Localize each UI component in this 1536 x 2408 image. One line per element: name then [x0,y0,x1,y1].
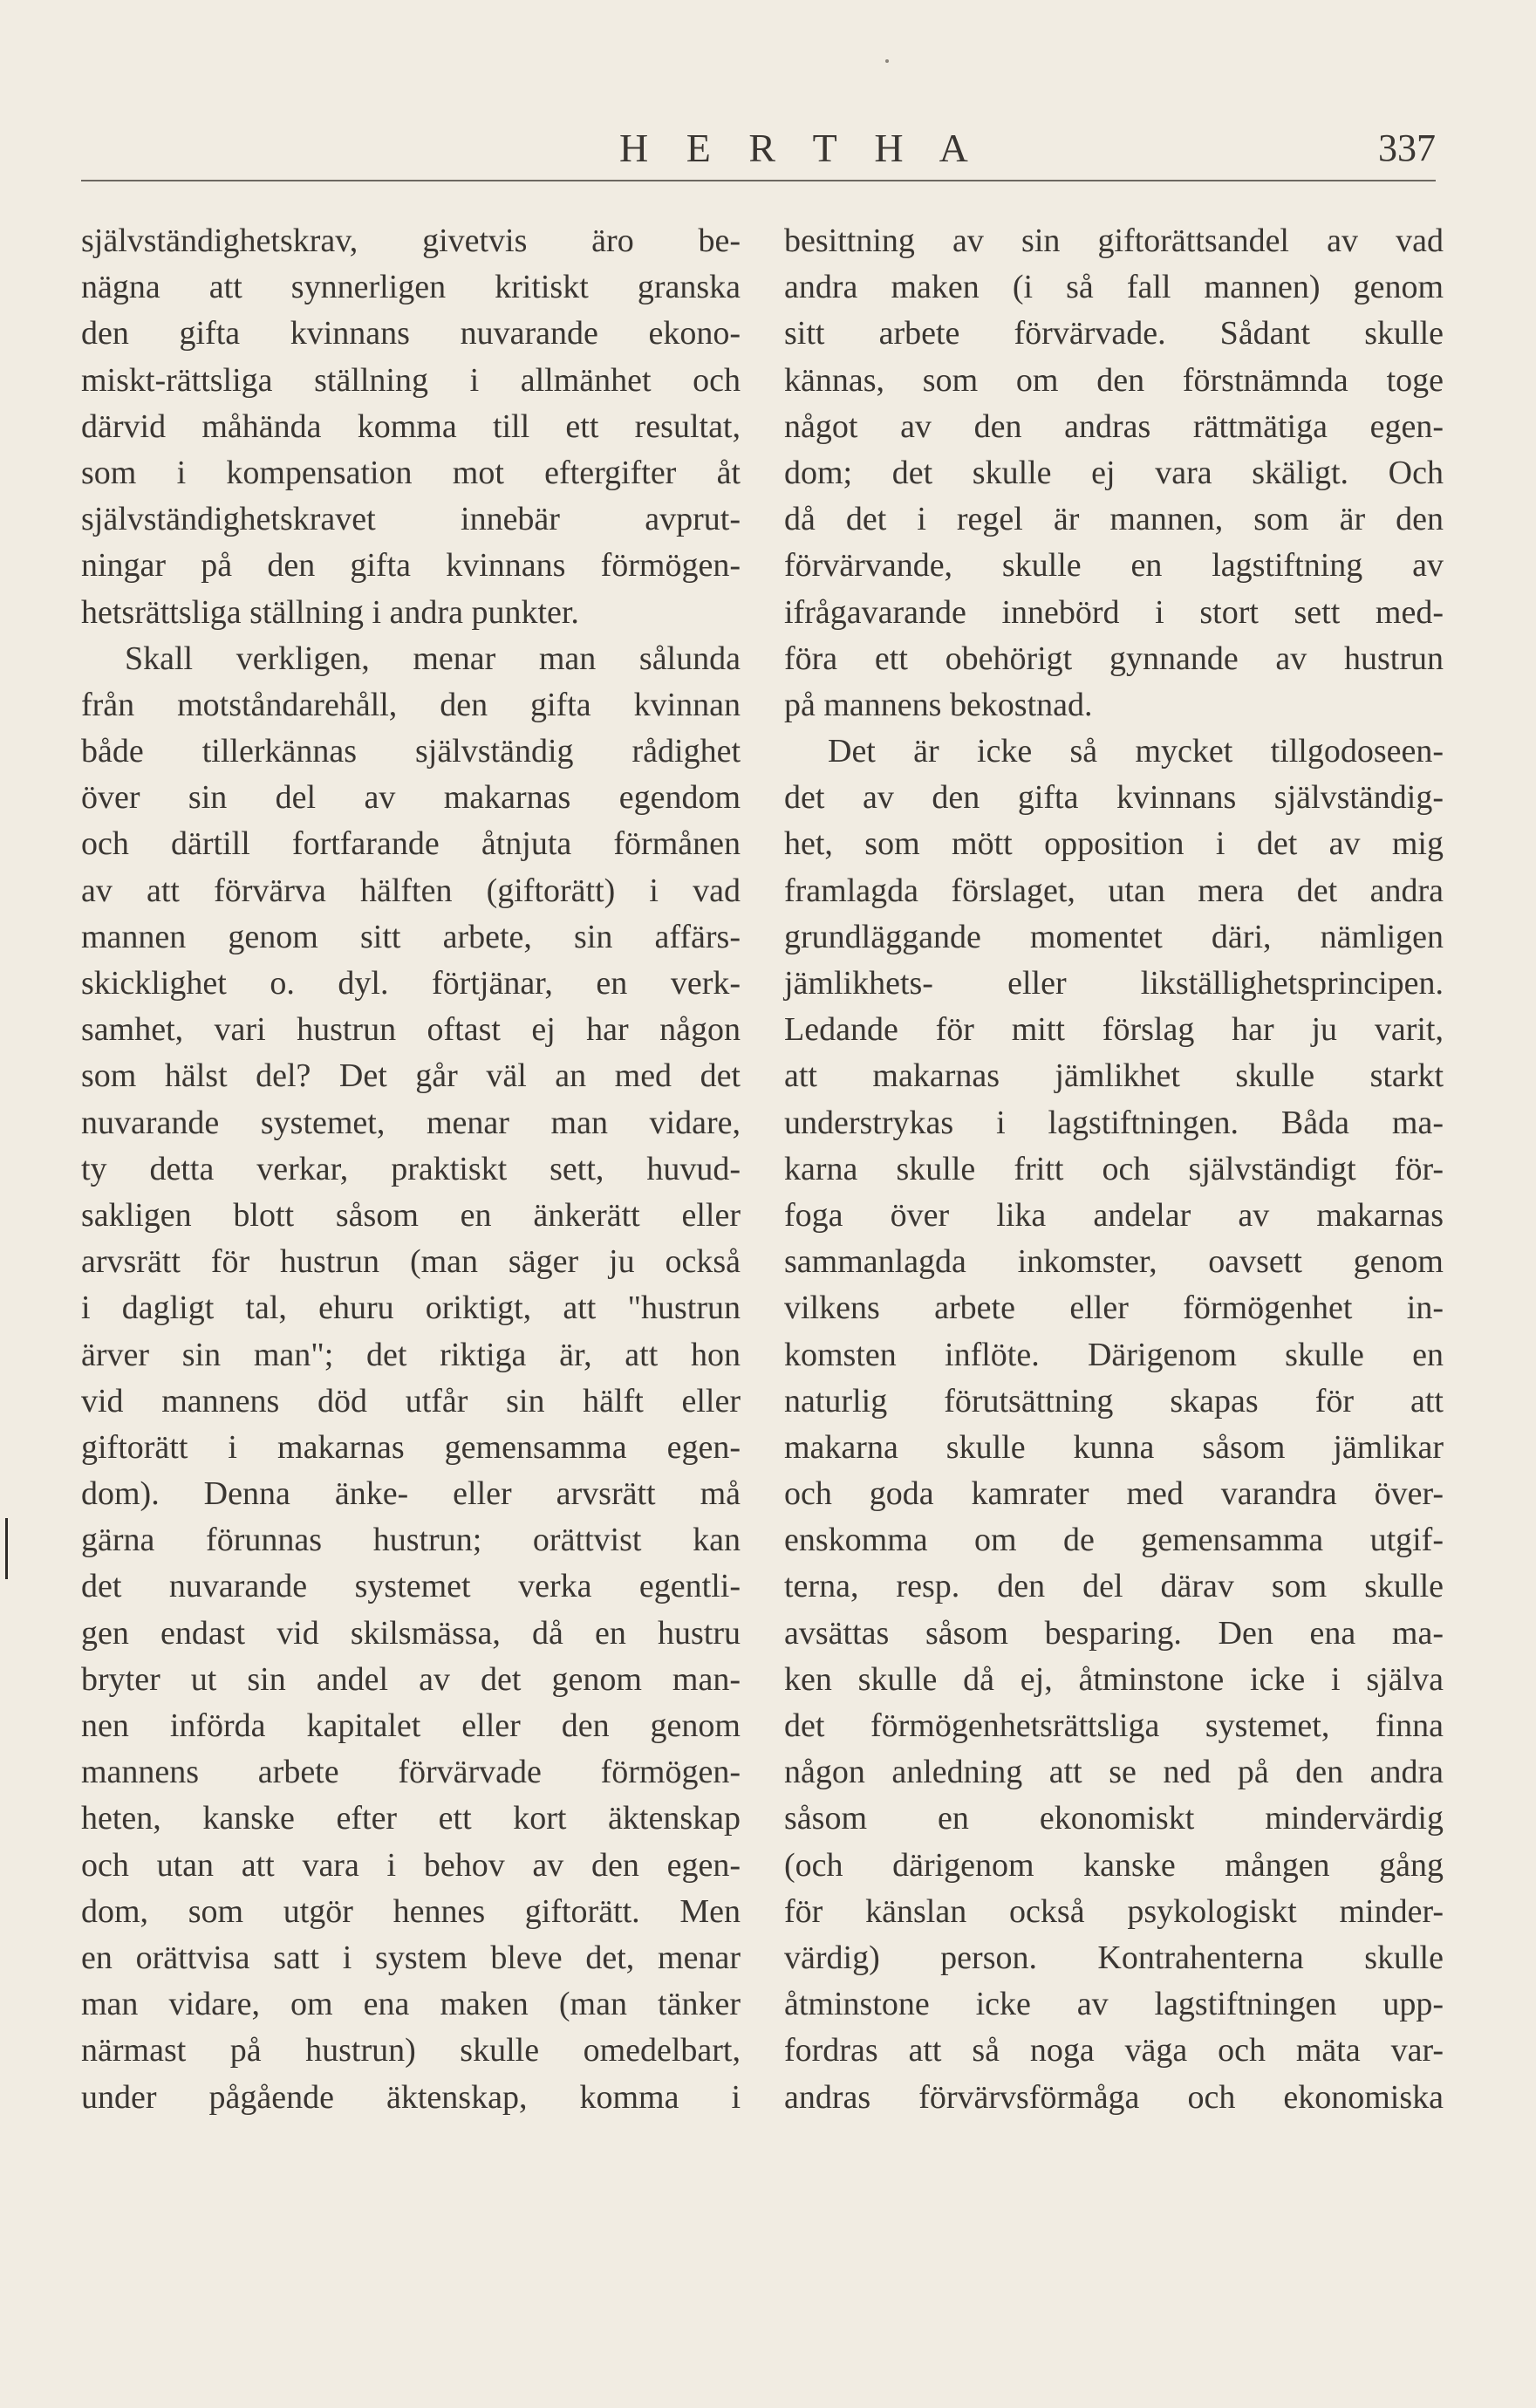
text-line: gen endast vid skilsmässa, då en hustru [81,1614,741,1652]
text-line: föra ett obehörigt gynnande av hustrun [784,640,1444,677]
paper-speck [885,59,889,63]
text-line: andras förvärvsförmåga och ekonomiska [784,2078,1444,2116]
text-line: mannens arbete förvärvade förmögen- [81,1754,741,1791]
text-line: därvid måhända komma till ett resultat, [81,407,741,445]
text-line: som i kompensation mot eftergifter åt [81,454,741,491]
text-line: fordras att så noga väga och mäta var- [784,2032,1444,2069]
text-line: förvärvande, skulle en lagstiftning av [784,547,1444,585]
text-line: en orättvisa satt i system bleve det, menar [81,1939,741,1976]
text-line: på mannens bekostnad. [784,686,1093,723]
text-line: bryter ut sin andel av det genom man- [81,1660,741,1698]
text-line: komsten inflöte. Därigenom skulle en [784,1336,1444,1373]
text-line: både tillerkännas självständig rådighet [81,733,741,770]
text-line: framlagda förslaget, utan mera det andra [784,872,1444,909]
text-line: karna skulle fritt och självständigt för- [784,1150,1444,1187]
text-line: miskt-rättsliga ställning i allmänhet och [81,361,741,399]
text-line: något av den andras rättmätiga egen- [784,407,1444,445]
text-line: andra maken (i så fall mannen) genom [784,269,1444,306]
text-line: besittning av sin giftorättsandel av vad [784,222,1444,259]
text-line: gärna förunnas hustrun; orättvist kan [81,1522,741,1559]
text-line: jämlikhets- eller likställighetsprincipen. [784,965,1444,1002]
text-line: hetsrättsliga ställning i andra punkter. [81,593,579,631]
text-line: vid mannens död utfår sin hälft eller [81,1382,741,1419]
text-line: i dagligt tal, ehuru oriktigt, att "hustrun [81,1290,741,1327]
text-line: värdig) person. Kontrahenterna skulle [784,1939,1444,1976]
text-line: sitt arbete förvärvade. Sådant skulle [784,315,1444,352]
text-line: självständighetskravet innebär avprut- [81,501,741,538]
text-line: någon anledning att se ned på den andra [784,1754,1444,1791]
text-line: Skall verkligen, menar man sålunda [125,640,741,677]
text-line: över sin del av makarnas egendom [81,779,741,817]
text-line: från motståndarehåll, den gifta kvinnan [81,686,741,723]
text-line: dom; det skulle ej vara skäligt. Och [784,454,1444,491]
text-line: självständighetskrav, givetvis äro be- [81,222,741,259]
text-line: den gifta kvinnans nuvarande ekono- [81,315,741,352]
text-line: het, som mött opposition i det av mig [784,825,1444,863]
text-line: för känslan också psykologiskt minder- [784,1892,1444,1930]
text-line: kännas, som om den förstnämnda toge [784,361,1444,399]
journal-title: H E R T H A [619,126,982,170]
text-line: sakligen blott såsom en änkerätt eller [81,1196,741,1234]
text-line: under pågående äktenskap, komma i [81,2078,741,2116]
text-line: makarna skulle kunna såsom jämlikar [784,1428,1444,1466]
text-line: avsättas såsom besparing. Den ena ma- [784,1614,1444,1652]
margin-mark [5,1518,8,1579]
text-line: (och därigenom kanske mången gång [784,1846,1444,1884]
page-number: 337 [1378,127,1436,169]
text-line: ärver sin man"; det riktiga är, att hon [81,1336,741,1373]
text-line: vilkens arbete eller förmögenhet in- [784,1290,1444,1327]
text-line: sammanlagda inkomster, oavsett genom [784,1243,1444,1281]
text-line: naturlig förutsättning skapas för att [784,1382,1444,1419]
text-line: och utan att vara i behov av den egen- [81,1846,741,1884]
text-line: ningar på den gifta kvinnans förmögen- [81,547,741,585]
text-line: foga över lika andelar av makarnas [784,1196,1444,1234]
right-column [784,218,1444,2121]
text-line: giftorätt i makarnas gemensamma egen- [81,1428,741,1466]
text-line: dom, som utgör hennes giftorätt. Men [81,1892,741,1930]
text-line: ty detta verkar, praktiskt sett, huvud- [81,1150,741,1187]
text-line: närmast på hustrun) skulle omedelbart, [81,2032,741,2069]
text-line: mannen genom sitt arbete, sin affärs- [81,918,741,955]
text-line: Ledande för mitt förslag har ju varit, [784,1011,1444,1049]
text-line: det nuvarande systemet verka egentli- [81,1568,741,1605]
text-line: åtminstone icke av lagstiftningen upp- [784,1986,1444,2023]
text-line: heten, kanske efter ett kort äktenskap [81,1800,741,1837]
text-line: då det i regel är mannen, som är den [784,501,1444,538]
text-line: samhet, vari hustrun oftast ej har någon [81,1011,741,1049]
text-line: terna, resp. den del därav som skulle [784,1568,1444,1605]
text-line: nen införda kapitalet eller den genom [81,1707,741,1744]
running-header [81,122,1436,174]
text-line: Det är icke så mycket tillgodoseen- [828,733,1444,770]
text-line: arvsrätt för hustrun (man säger ju också [81,1243,741,1281]
text-line: av att förvärva hälften (giftorätt) i vad [81,872,741,909]
text-line: och därtill fortfarande åtnjuta förmånen [81,825,741,863]
text-line: som hälst del? Det går väl an med det [81,1057,741,1095]
text-line: ifrågavarande innebörd i stort sett med- [784,593,1444,631]
text-line: dom). Denna änke- eller arvsrätt må [81,1475,741,1513]
text-line: såsom en ekonomiskt mindervärdig [784,1800,1444,1837]
text-line: nuvarande systemet, menar man vidare, [81,1104,741,1141]
text-line: skicklighet o. dyl. förtjänar, en verk- [81,965,741,1002]
text-line: enskomma om de gemensamma utgif- [784,1522,1444,1559]
header-rule [81,180,1436,181]
text-line: ken skulle då ej, åtminstone icke i själva [784,1660,1444,1698]
text-line: att makarnas jämlikhet skulle starkt [784,1057,1444,1095]
text-line: understrykas i lagstiftningen. Båda ma- [784,1104,1444,1141]
left-column [81,218,741,2121]
text-line: man vidare, om ena maken (man tänker [81,1986,741,2023]
text-line: det förmögenhetsrättsliga systemet, finna [784,1707,1444,1744]
text-line: nägna att synnerligen kritiskt granska [81,269,741,306]
text-line: det av den gifta kvinnans självständig- [784,779,1444,817]
text-line: och goda kamrater med varandra över- [784,1475,1444,1513]
text-line: grundläggande momentet däri, nämligen [784,918,1444,955]
